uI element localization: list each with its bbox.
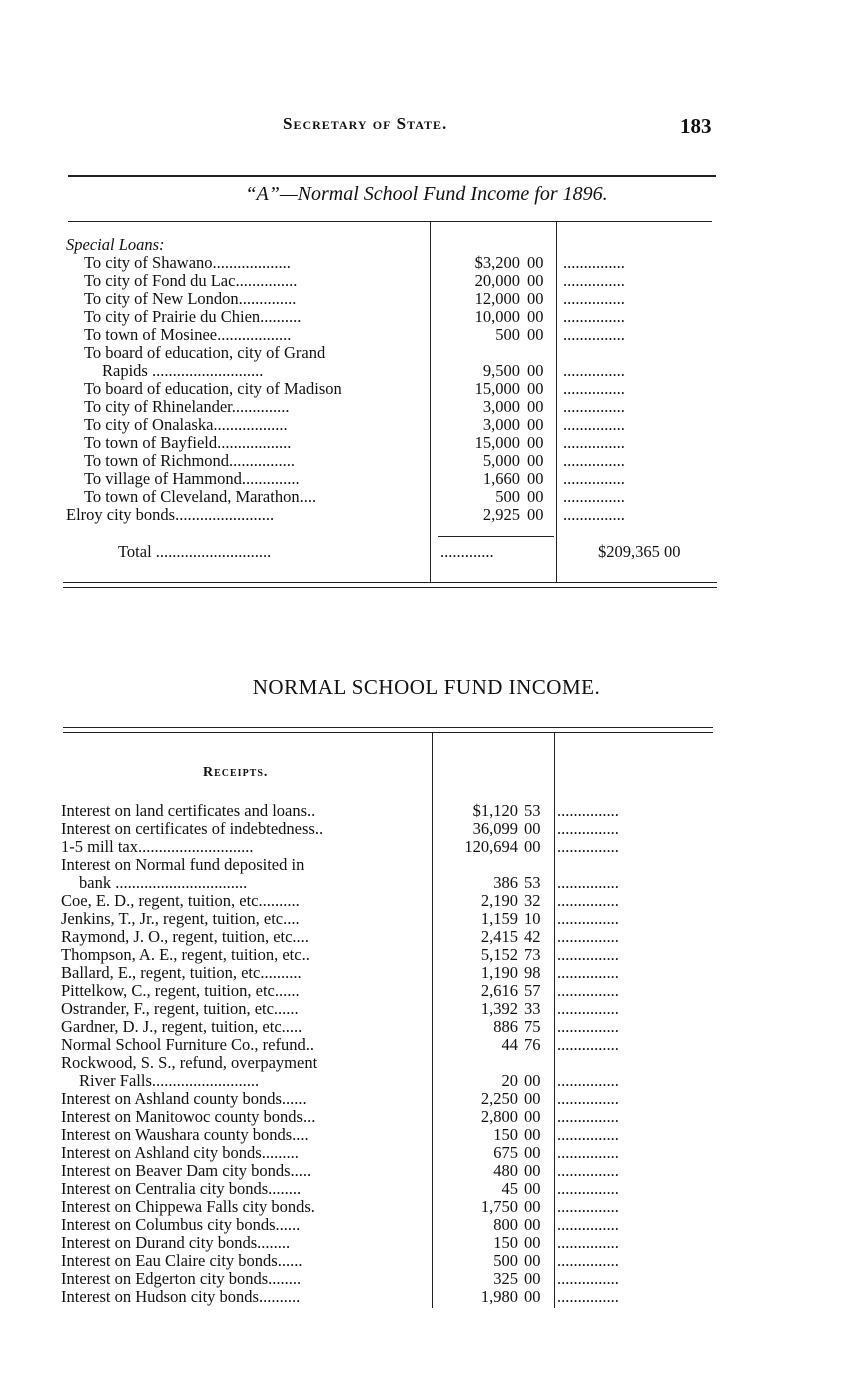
row-amount-cents: 00 [527, 289, 544, 308]
row-amount-dollars: 2,616 [480, 981, 518, 1000]
row-amount-cents: 00 [524, 1251, 541, 1270]
row-amount-cents: 00 [527, 433, 544, 452]
row-amount-cents: 00 [524, 837, 541, 856]
row-total-column: ............... [557, 910, 619, 928]
row-amount-dollars: 15,000 [474, 433, 520, 452]
row-amount-cents: 00 [524, 1179, 541, 1198]
row-label: bank ................................ [79, 874, 248, 892]
row-amount-dollars: 36,099 [472, 819, 518, 838]
row-label: 1-5 mill tax............................ [61, 838, 254, 856]
row-total-column: ............... [557, 1018, 619, 1036]
row-amount-dollars: 386 [493, 873, 518, 892]
row-total-column: ............... [557, 1108, 619, 1126]
table2-col-divider-2 [554, 733, 555, 1308]
row-amount-cents: 00 [527, 397, 544, 416]
row-total-column: ............... [557, 946, 619, 964]
table1-header-rule [68, 221, 712, 222]
row-amount-cents: 00 [524, 819, 541, 838]
row-amount-cents: 53 [524, 873, 541, 892]
row-total-column: ............... [557, 1162, 619, 1180]
row-label: Interest on Durand city bonds........ [61, 1234, 291, 1252]
row-total-column: ............... [557, 964, 619, 982]
row-amount-dollars: 886 [493, 1017, 518, 1036]
row-amount-dollars: 1,159 [480, 909, 518, 928]
row-label: Raymond, J. O., regent, tuition, etc.... [61, 928, 309, 946]
row-label: Normal School Furniture Co., refund.. [61, 1036, 314, 1054]
row-total-column: ............... [557, 928, 619, 946]
row-amount-dollars: 2,190 [480, 891, 518, 910]
table1-top-rule [68, 175, 716, 177]
row-label: Interest on certificates of indebtedness.. [61, 820, 324, 838]
table1-total-label: Total ............................ [118, 543, 272, 561]
row-amount-dollars: 15,000 [474, 379, 520, 398]
row-total-column: ............... [563, 362, 625, 380]
row-label: Interest on Ashland city bonds......... [61, 1144, 299, 1162]
row-total-column: ............... [563, 416, 625, 434]
row-total-column: ............... [563, 434, 625, 452]
row-label: Ballard, E., regent, tuition, etc.......... [61, 964, 302, 982]
row-amount-cents: 00 [524, 1071, 541, 1090]
row-label: Gardner, D. J., regent, tuition, etc..... [61, 1018, 303, 1036]
row-amount-dollars: 45 [501, 1179, 518, 1198]
row-amount-dollars: 1,980 [480, 1287, 518, 1306]
receipts-heading: Receipts. [203, 765, 269, 780]
row-label: Interest on Manitowoc county bonds... [61, 1108, 316, 1126]
row-label: Interest on Edgerton city bonds........ [61, 1270, 302, 1288]
row-amount-dollars: 675 [493, 1143, 518, 1162]
row-amount-dollars: 500 [495, 325, 520, 344]
row-label: Elroy city bonds........................ [66, 506, 275, 524]
row-amount-dollars: 150 [493, 1233, 518, 1252]
row-amount-dollars: 1,660 [482, 469, 520, 488]
row-amount-dollars: 2,925 [482, 505, 520, 524]
row-amount-cents: 00 [524, 1143, 541, 1162]
row-total-column: ............... [563, 470, 625, 488]
row-amount-cents: 00 [524, 1269, 541, 1288]
row-amount-dollars: 1,750 [480, 1197, 518, 1216]
row-total-column: ............... [557, 838, 619, 856]
row-total-column: ............... [563, 398, 625, 416]
row-amount-dollars: 500 [495, 487, 520, 506]
row-amount-dollars: 500 [493, 1251, 518, 1270]
row-amount-cents: 00 [527, 361, 544, 380]
row-label: To village of Hammond.............. [84, 470, 300, 488]
row-amount-cents: 42 [524, 927, 541, 946]
row-label: To city of Shawano................... [84, 254, 291, 272]
table1-total-col2: ............. [440, 543, 494, 561]
row-amount-cents: 32 [524, 891, 541, 910]
row-label: Interest on Hudson city bonds.......... [61, 1288, 301, 1306]
row-label: Interest on Columbus city bonds...... [61, 1216, 301, 1234]
row-label: Rockwood, S. S., refund, overpayment [61, 1054, 318, 1072]
row-amount-dollars: 5,152 [480, 945, 518, 964]
row-amount-cents: 75 [524, 1017, 541, 1036]
row-amount-cents: 53 [524, 801, 541, 820]
row-label: Jenkins, T., Jr., regent, tuition, etc.... [61, 910, 300, 928]
row-label: Interest on land certificates and loans.. [61, 802, 316, 820]
table1-title: “A”—Normal School Fund Income for 1896. [245, 183, 608, 205]
row-total-column: ............... [563, 452, 625, 470]
row-amount-dollars: 150 [493, 1125, 518, 1144]
table1-bottom-rule-1 [63, 582, 717, 583]
row-amount-dollars: 2,415 [480, 927, 518, 946]
row-label: To city of Prairie du Chien.......... [84, 308, 302, 326]
row-total-column: ............... [563, 308, 625, 326]
row-amount-cents: 00 [527, 271, 544, 290]
row-amount-cents: 98 [524, 963, 541, 982]
row-label: To city of Fond du Lac............... [84, 272, 298, 290]
row-amount-dollars: 2,250 [480, 1089, 518, 1108]
row-amount-cents: 00 [524, 1197, 541, 1216]
row-amount-cents: 00 [524, 1215, 541, 1234]
row-amount-dollars: 20 [501, 1071, 518, 1090]
row-amount-cents: 00 [524, 1107, 541, 1126]
row-total-column: ............... [557, 1198, 619, 1216]
table1-col-divider-2 [556, 222, 557, 582]
row-total-column: ............... [557, 1252, 619, 1270]
row-total-column: ............... [563, 380, 625, 398]
table1-bottom-rule-2 [63, 587, 717, 588]
row-amount-cents: 00 [524, 1125, 541, 1144]
row-total-column: ............... [557, 874, 619, 892]
row-total-column: ............... [563, 506, 625, 524]
row-label: Interest on Beaver Dam city bonds..... [61, 1162, 312, 1180]
row-total-column: ............... [557, 802, 619, 820]
row-amount-cents: 00 [527, 487, 544, 506]
row-total-column: ............... [557, 982, 619, 1000]
row-amount-dollars: 2,800 [480, 1107, 518, 1126]
row-total-column: ............... [557, 1090, 619, 1108]
row-amount-cents: 76 [524, 1035, 541, 1054]
row-amount-cents: 00 [527, 469, 544, 488]
row-label: To city of Rhinelander.............. [84, 398, 290, 416]
row-total-column: ............... [563, 254, 625, 272]
row-amount-cents: 00 [527, 253, 544, 272]
row-amount-dollars: 1,392 [480, 999, 518, 1018]
row-label: Rapids ........................... [102, 362, 264, 380]
table2-top-rule-2 [63, 732, 713, 733]
row-amount-dollars: 10,000 [474, 307, 520, 326]
row-label: Interest on Ashland county bonds...... [61, 1090, 307, 1108]
row-label: River Falls.......................... [79, 1072, 260, 1090]
row-amount-dollars: 480 [493, 1161, 518, 1180]
row-label: To town of Richmond................ [84, 452, 296, 470]
row-total-column: ............... [557, 1144, 619, 1162]
row-amount-cents: 00 [527, 325, 544, 344]
row-amount-cents: 73 [524, 945, 541, 964]
row-amount-cents: 10 [524, 909, 541, 928]
row-label: Interest on Chippewa Falls city bonds. [61, 1198, 315, 1216]
running-header-title: Secretary of State. [283, 114, 448, 133]
row-amount-dollars: 9,500 [482, 361, 520, 380]
row-label: To board of education, city of Grand [84, 344, 326, 362]
row-amount-dollars: $3,200 [474, 253, 520, 272]
row-label: Interest on Waushara county bonds.... [61, 1126, 309, 1144]
row-label: Interest on Normal fund deposited in [61, 856, 305, 874]
row-amount-dollars: 120,694 [464, 837, 518, 856]
page-number: 183 [680, 114, 712, 138]
row-label: Pittelkow, C., regent, tuition, etc...... [61, 982, 300, 1000]
row-amount-dollars: 20,000 [474, 271, 520, 290]
row-amount-cents: 00 [527, 379, 544, 398]
row-label: To town of Mosinee.................. [84, 326, 292, 344]
row-total-column: ............... [557, 892, 619, 910]
row-amount-dollars: 800 [493, 1215, 518, 1234]
row-amount-cents: 00 [524, 1233, 541, 1252]
row-total-column: ............... [563, 488, 625, 506]
row-amount-cents: 00 [524, 1161, 541, 1180]
row-label: To town of Cleveland, Marathon.... [84, 488, 317, 506]
row-label: Thompson, A. E., regent, tuition, etc.. [61, 946, 310, 964]
row-total-column: ............... [557, 820, 619, 838]
row-total-column: ............... [557, 1126, 619, 1144]
row-amount-dollars: 12,000 [474, 289, 520, 308]
row-total-column: ............... [563, 290, 625, 308]
row-total-column: ............... [563, 272, 625, 290]
table2-top-rule-1 [63, 727, 713, 728]
row-total-column: ............... [563, 326, 625, 344]
row-amount-cents: 00 [527, 415, 544, 434]
table1-section-label: Special Loans: [66, 236, 165, 254]
row-total-column: ............... [557, 1072, 619, 1090]
row-amount-dollars: 5,000 [482, 451, 520, 470]
row-total-column: ............... [557, 1180, 619, 1198]
row-label: To city of Onalaska.................. [84, 416, 288, 434]
row-label: Ostrander, F., regent, tuition, etc...... [61, 1000, 299, 1018]
row-total-column: ............... [557, 1234, 619, 1252]
table1-sum-rule [438, 536, 554, 537]
row-total-column: ............... [557, 1288, 619, 1306]
row-amount-cents: 00 [527, 451, 544, 470]
row-amount-cents: 00 [527, 505, 544, 524]
row-total-column: ............... [557, 1216, 619, 1234]
row-amount-dollars: 1,190 [480, 963, 518, 982]
row-amount-cents: 00 [524, 1089, 541, 1108]
row-amount-dollars: 325 [493, 1269, 518, 1288]
table2-col-divider-1 [432, 733, 433, 1308]
row-amount-cents: 00 [527, 307, 544, 326]
row-amount-dollars: $1,120 [472, 801, 518, 820]
row-amount-dollars: 3,000 [482, 397, 520, 416]
row-label: To town of Bayfield.................. [84, 434, 292, 452]
row-amount-dollars: 3,000 [482, 415, 520, 434]
row-amount-cents: 00 [524, 1287, 541, 1306]
row-label: To board of education, city of Madison [84, 380, 342, 398]
table2-title: NORMAL SCHOOL FUND INCOME. [252, 675, 601, 699]
row-label: Coe, E. D., regent, tuition, etc.......... [61, 892, 300, 910]
row-label: To city of New London.............. [84, 290, 297, 308]
row-amount-cents: 33 [524, 999, 541, 1018]
row-amount-cents: 57 [524, 981, 541, 1000]
row-label: Interest on Centralia city bonds........ [61, 1180, 302, 1198]
row-label: Interest on Eau Claire city bonds...... [61, 1252, 303, 1270]
row-total-column: ............... [557, 1036, 619, 1054]
row-total-column: ............... [557, 1000, 619, 1018]
table1-total-amount: $209,365 00 [598, 543, 681, 561]
row-total-column: ............... [557, 1270, 619, 1288]
row-amount-dollars: 44 [501, 1035, 518, 1054]
